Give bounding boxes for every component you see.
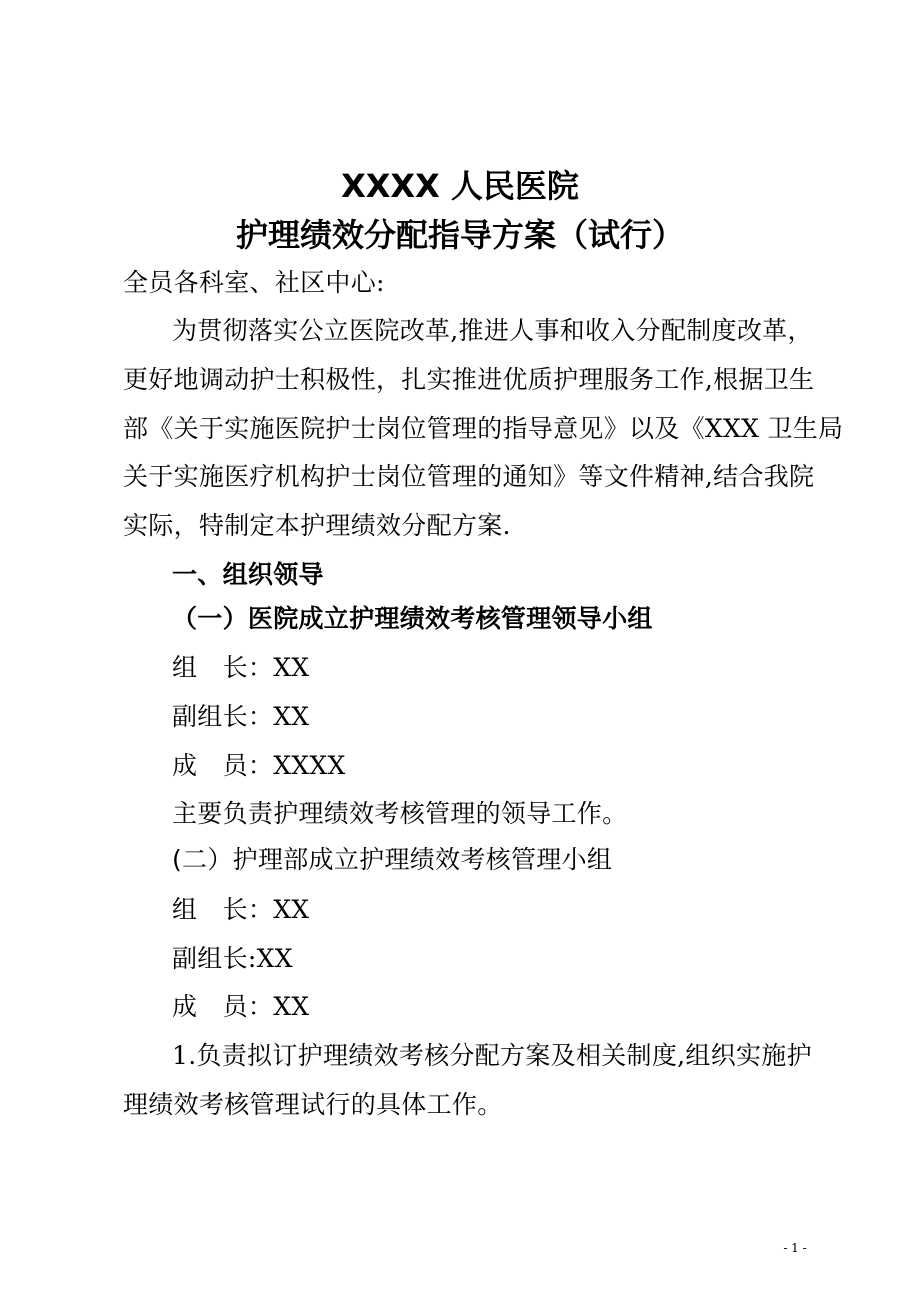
- intro-paragraph-line: 部《关于实施医院护士岗位管理的指导意见》以及《XXX 卫生局: [123, 414, 844, 443]
- intro-paragraph-line: 关于实施医疗机构护士岗位管理的通知》等文件精神,结合我院: [123, 462, 815, 491]
- group2-members: 成 员：XX: [172, 992, 310, 1021]
- intro-paragraph-line: 为贯彻落实公立医院改革,推进人事和收入分配制度改革，: [172, 316, 813, 345]
- page-number: - 1 -: [783, 1241, 807, 1255]
- group2-deputy: 副组长:XX: [172, 944, 293, 973]
- duty-item-line: 理绩效考核管理试行的具体工作。: [123, 1090, 503, 1119]
- group1-members: 成 员：XXXX: [172, 751, 346, 780]
- intro-paragraph-line: 实际，特制定本护理绩效分配方案.: [123, 511, 511, 540]
- intro-paragraph-line: 更好地调动护士积极性，扎实推进优质护理服务工作,根据卫生: [123, 365, 815, 394]
- group1-duty: 主要负责护理绩效考核管理的领导工作。: [172, 799, 628, 828]
- subsection-heading-leadership-group: （一）医院成立护理绩效考核管理领导小组: [172, 604, 653, 633]
- duty-item-line: 1.负责拟订护理绩效考核分配方案及相关制度,组织实施护: [172, 1041, 812, 1070]
- group1-leader: 组 长：XX: [172, 653, 310, 682]
- document-title-hospital: XXXX 人民医院: [341, 167, 579, 205]
- document-title-plan: 护理绩效分配指导方案（试行）: [235, 216, 684, 254]
- addressee: 全员各科室、社区中心:: [123, 268, 385, 297]
- group2-leader: 组 长：XX: [172, 895, 310, 924]
- section-heading-organization: 一、组织领导: [172, 560, 324, 589]
- subsection-heading-management-group: (二）护理部成立护理绩效考核管理小组: [172, 845, 613, 874]
- group1-deputy: 副组长：XX: [172, 702, 310, 731]
